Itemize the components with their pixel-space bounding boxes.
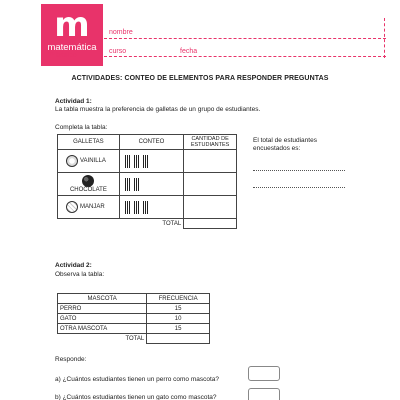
activity2-heading: Actividad 2: — [55, 262, 92, 269]
tally-cell — [119, 173, 183, 196]
column-header: MASCOTA — [58, 294, 147, 304]
tally-icon — [125, 155, 131, 168]
activity2-instruction: Observa la tabla: — [55, 271, 105, 278]
cookie-cell — [58, 150, 120, 173]
column-header: FRECUENCIA — [147, 294, 210, 304]
total-label: TOTAL — [58, 334, 147, 344]
logo-letter: m — [54, 5, 90, 45]
date-label: fecha — [180, 48, 198, 55]
table-header-row — [58, 294, 210, 304]
table-row — [58, 324, 210, 334]
activity1-heading: Actividad 1: — [55, 98, 92, 105]
name-label: nombre — [109, 29, 133, 36]
tally-icon — [134, 155, 140, 168]
total-row — [58, 334, 210, 344]
answer-box-b[interactable] — [248, 388, 280, 400]
tally-icon — [125, 201, 131, 214]
tally-icon — [125, 178, 131, 191]
manjar-cookie-icon — [66, 201, 78, 213]
table-row — [58, 314, 210, 324]
question-a: a) ¿Cuántos estudiantes tienen un perro como mascota? — [55, 376, 220, 383]
total-label: TOTAL — [58, 219, 184, 229]
course-line — [104, 56, 386, 57]
column-header: GALLETAS — [58, 135, 120, 150]
pet-frequency: 15 — [147, 304, 210, 314]
count-input-cell[interactable] — [184, 150, 237, 173]
tally-icon — [143, 155, 149, 168]
answer-line[interactable] — [253, 170, 345, 171]
name-line — [104, 38, 386, 39]
page-title: ACTIVIDADES: CONTEO DE ELEMENTOS PARA RESPONDER PREGUNTAS — [71, 75, 329, 82]
header-border — [384, 18, 385, 58]
course-label: curso — [109, 48, 127, 55]
table-header-row — [58, 135, 237, 150]
vanilla-cookie-icon — [66, 155, 78, 167]
pet-name: OTRA MASCOTA — [58, 324, 147, 334]
total-students-question: El total de estudiantes encuestados es: — [253, 137, 317, 152]
chocolate-cookie-icon — [82, 175, 94, 187]
table-row — [58, 304, 210, 314]
cookie-name: VAINILLA — [80, 158, 106, 164]
grade-label: 2º básico — [48, 52, 77, 59]
cookie-name: MANJAR — [80, 204, 105, 210]
pet-name: PERRO — [58, 304, 147, 314]
table-row — [58, 196, 237, 219]
tally-cell — [119, 196, 183, 219]
column-header: CONTEO — [119, 135, 183, 150]
respond-heading: Responde: — [55, 356, 87, 363]
count-input-cell[interactable] — [184, 173, 237, 196]
activity1-instruction: Completa la tabla: — [55, 124, 108, 131]
cookies-table — [57, 134, 237, 229]
pets-table — [57, 293, 210, 344]
tally-cell — [119, 150, 183, 173]
answer-box-a[interactable] — [248, 366, 280, 381]
cookie-cell — [58, 173, 120, 196]
pet-frequency: 10 — [147, 314, 210, 324]
table-row — [58, 173, 237, 196]
activity1-description: La tabla muestra la preferencia de galletas de un grupo de estudiantes. — [55, 106, 261, 113]
tally-icon — [134, 178, 140, 191]
cookie-name: CHOCOLATE — [69, 187, 107, 193]
count-input-cell[interactable] — [184, 196, 237, 219]
pet-frequency: 15 — [147, 324, 210, 334]
logo-subject: matemática — [47, 42, 97, 53]
question-b: b) ¿Cuántos estudiantes tienen un gato como mascota? — [55, 394, 217, 400]
tally-icon — [143, 201, 149, 214]
total-row — [58, 219, 237, 229]
pet-name: GATO — [58, 314, 147, 324]
column-header: CANTIDAD DE ESTUDIANTES — [184, 135, 237, 150]
cookie-cell — [58, 196, 120, 219]
answer-line[interactable] — [253, 187, 345, 188]
tally-icon — [134, 201, 140, 214]
total-input-cell[interactable] — [184, 219, 237, 229]
table-row — [58, 150, 237, 173]
total-input-cell[interactable] — [147, 334, 210, 344]
